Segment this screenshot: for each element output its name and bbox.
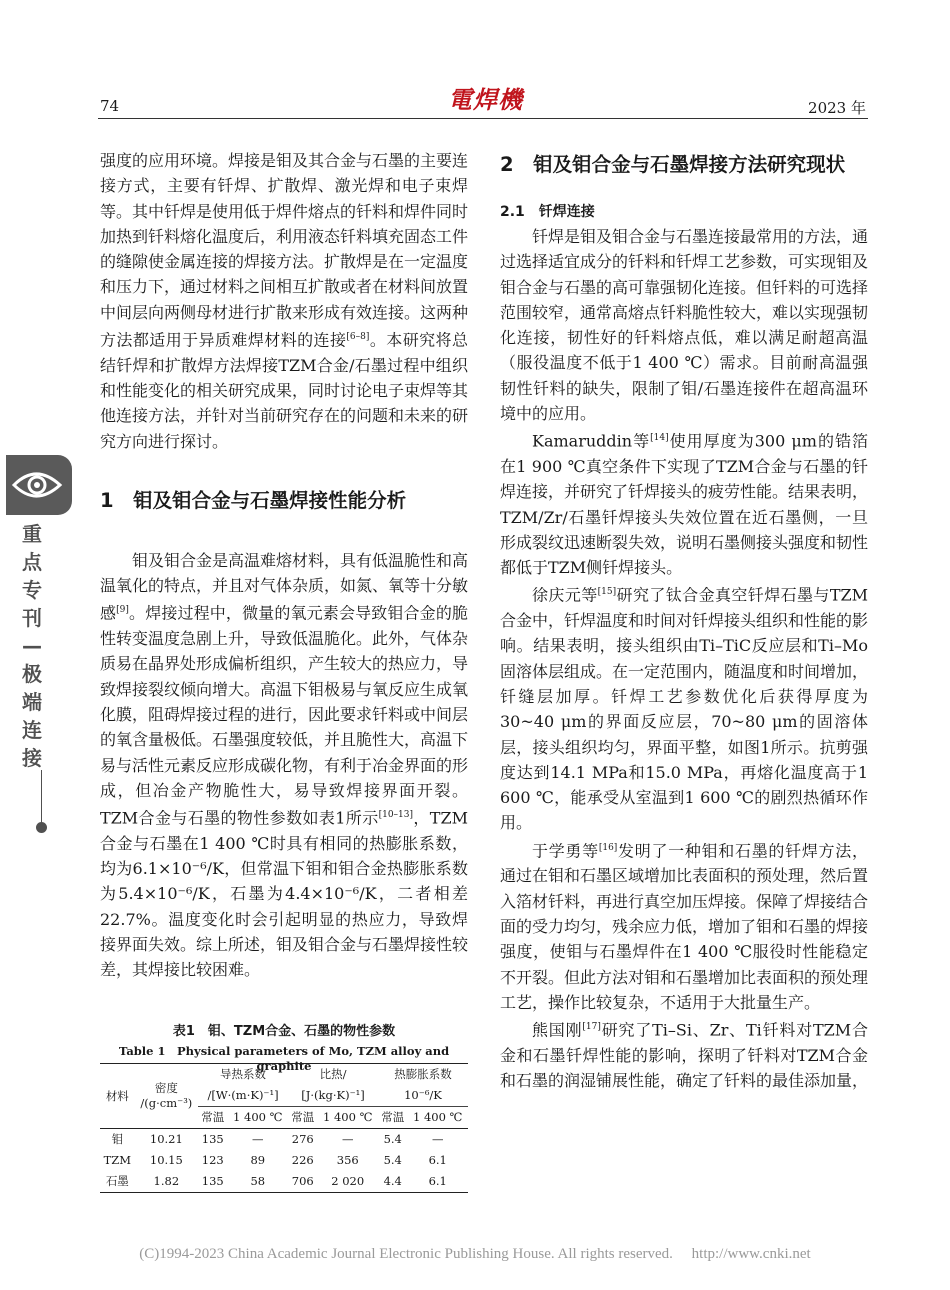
side-tab-label: 重点专刊—极端连接 (22, 522, 42, 770)
sub-header-1400: 1 400 ℃ (233, 1110, 283, 1124)
paragraph: 熊国刚[17]研究了Ti–Si、Zr、Ti钎料对TZM合金和石墨钎焊性能的影响，探明了钎料对TZM合金和石墨的润湿铺展性能，确定了钎料的最佳添加量， (500, 1020, 869, 1091)
side-tab-eye-icon (6, 455, 72, 515)
header-rule (98, 118, 868, 119)
sub-header-rt: 常温 (291, 1110, 315, 1124)
side-tab-line (41, 770, 42, 825)
sub-header-rt: 常温 (201, 1110, 225, 1124)
sub-header-1400: 1 400 ℃ (323, 1110, 373, 1124)
section-2-title: 2 钼及钼合金与石墨焊接方法研究现状 (500, 153, 846, 176)
col-header-thermal-conductivity: 导热系数 (198, 1064, 288, 1086)
table-row: 石墨 1.82 135 58 706 2 020 4.4 6.1 (100, 1171, 468, 1193)
sub-header-1400: 1 400 ℃ (412, 1110, 463, 1124)
subsection-2-1-title: 2.1 钎焊连接 (500, 204, 595, 220)
col-header-density: 密度 /(g·cm⁻³) (135, 1064, 198, 1129)
sub-header-rt: 常温 (381, 1110, 405, 1124)
table-row: 钼 10.21 135 — 276 — 5.4 — (100, 1129, 468, 1151)
right-column (500, 148, 868, 1093)
page-header (0, 0, 950, 130)
col-header-thermal-expansion: 热膨胀系数 (378, 1064, 468, 1086)
properties-table (100, 1063, 468, 1193)
table-title-cn: 表1 钼、TZM合金、石墨的物性参数 (172, 1024, 396, 1039)
table-title-en: Table 1 Physical parameters of Mo, TZM alloy and graphite (118, 1044, 450, 1073)
col-unit-specific-heat: [J·(kg·K)⁻¹] (288, 1085, 378, 1107)
col-unit-thermal-expansion: 10⁻⁶/K (378, 1085, 468, 1107)
copyright-footer: (C)1994-2023 China Academic Journal Electronic Publishing House. All rights reserved. http://www.cnki.net (139, 1246, 811, 1262)
section-1-title: 1 钼及钼合金与石墨焊接性能分析 (100, 488, 407, 512)
side-tab-dot (36, 822, 47, 833)
issue-year: 2023 年 (808, 99, 866, 117)
paragraph: 徐庆元等[15]研究了钛合金真空钎焊石墨与TZM合金中，钎焊温度和时间对钎焊接头组织和性能的影响。结果表明，接头组织由Ti–TiC反应层和Ti–Mo固溶体层组成。在一定范围内，随温度和时间增加，钎缝层加厚。钎焊工艺参数优化后获得厚度为30~40 μm的界面反应层，70~80 μm的固溶体层，接头组织均匀，界面平整，如图1所示。抗剪强度达到14.1 MPa和15.0 MPa，再熔化温度高于1 600 ℃，能承受从室温到1 600 ℃的剧烈热循环作用。 (500, 585, 869, 833)
paragraph: Kamaruddin等[14]使用厚度为300 μm的锆箔在1 900 ℃真空条件下实现了TZM合金与石墨的钎焊连接，并研究了钎焊接头的疲劳性能。结果表明，TZM/Zr/石墨钎焊接头失效位置在近石墨侧，一旦形成裂纹迅速断裂失效，说明石墨侧接头强度和韧性都低于TZM侧钎焊接头。 (500, 431, 869, 578)
left-column (100, 148, 468, 983)
journal-logo: 電焊機 (448, 86, 523, 114)
col-unit-thermal-conductivity: /[W·(m·K)⁻¹] (198, 1085, 288, 1107)
paragraph: 钎焊是钼及钼合金与石墨连接最常用的方法，通过选择适宜成分的钎料和钎焊工艺参数，可实现钼及钼合金与石墨的高可靠强韧化连接。但钎料的可选择范围较窄，通常高熔点钎料脆性较大，难以实现强韧化连接，韧性好的钎料熔点低，难以满足耐超高温（服役温度不低于1 400 ℃）需求。目前耐高温强韧性钎料的缺失，限制了钼/石墨连接件在超高温环境中的应用。 (500, 227, 869, 424)
col-header-material: 材料 (100, 1064, 135, 1129)
page-number: 74 (100, 97, 120, 115)
col-header-specific-heat: 比热/ (288, 1064, 378, 1086)
paragraph: 强度的应用环境。焊接是钼及其合金与石墨的主要连接方式，主要有钎焊、扩散焊、激光焊和电子束焊等。其中钎焊是使用低于焊件熔点的钎料和焊件同时加热到钎料熔化温度后，利用液态钎料填充固态工件的缝隙使金属连接的焊接方法。扩散焊是在一定温度和压力下，通过材料之间相互扩散或者在材料间放置中间层向两侧母材进行扩散来形成有效连接。这两种方法都适用于异质难焊材料的连接[6–8]。本研究将总结钎焊和扩散焊方法焊接TZM合金/石墨过程中组织和性能变化的相关研究成果，同时讨论电子束焊等其他连接方法，并针对当前研究存在的问题和未来的研究方向进行探讨。 (100, 151, 469, 451)
paragraph: 钼及钼合金是高温难熔材料，具有低温脆性和高温氧化的特点，并且对气体杂质，如氮、氧等十分敏感[9]。焊接过程中，微量的氧元素会导致钼合金的脆性转变温度急剧上升，导致低温脆化。此外，气体杂质易在晶界处形成偏析组织，产生较大的热应力，导致焊接裂纹倾向增大。高温下钼极易与氧反应生成氧化膜，阻碍焊接过程的进行，因此要求钎料或中间层的氧含量极低。石墨强度较低，并且脆性大，高温下易与活性元素反应形成碳化物，有利于冶金界面的形成，但冶金产物脆性大，易导致焊接界面开裂。TZM合金与石墨的物性参数如表1所示[10–13]，TZM合金与石墨在1 400 ℃时具有相同的热膨胀系数，均为6.1×10⁻⁶/K，但常温下钼和钼合金热膨胀系数为5.4×10⁻⁶/K，石墨为4.4×10⁻⁶/K，二者相差22.7%。温度变化时会引起明显的热应力，导致焊接界面失效。综上所述，钼及钼合金与石墨焊接性较差，其焊接比较困难。 (100, 550, 469, 980)
paragraph: 于学勇等[16]发明了一种钼和石墨的钎焊方法，通过在钼和石墨区域增加比表面积的预处理，然后置入箔材钎料，再进行真空加压焊接。保障了焊接结合面的受力均匀，残余应力低，增加了钼和石墨的焊接强度，使钼与石墨焊件在1 400 ℃服役时性能稳定不开裂。但此方法对钼和石墨增加比表面积的预处理工艺，操作比较复杂，不适用于大批量生产。 (500, 841, 869, 1012)
table-row: TZM 10.15 123 89 226 356 5.4 6.1 (103, 1153, 447, 1167)
